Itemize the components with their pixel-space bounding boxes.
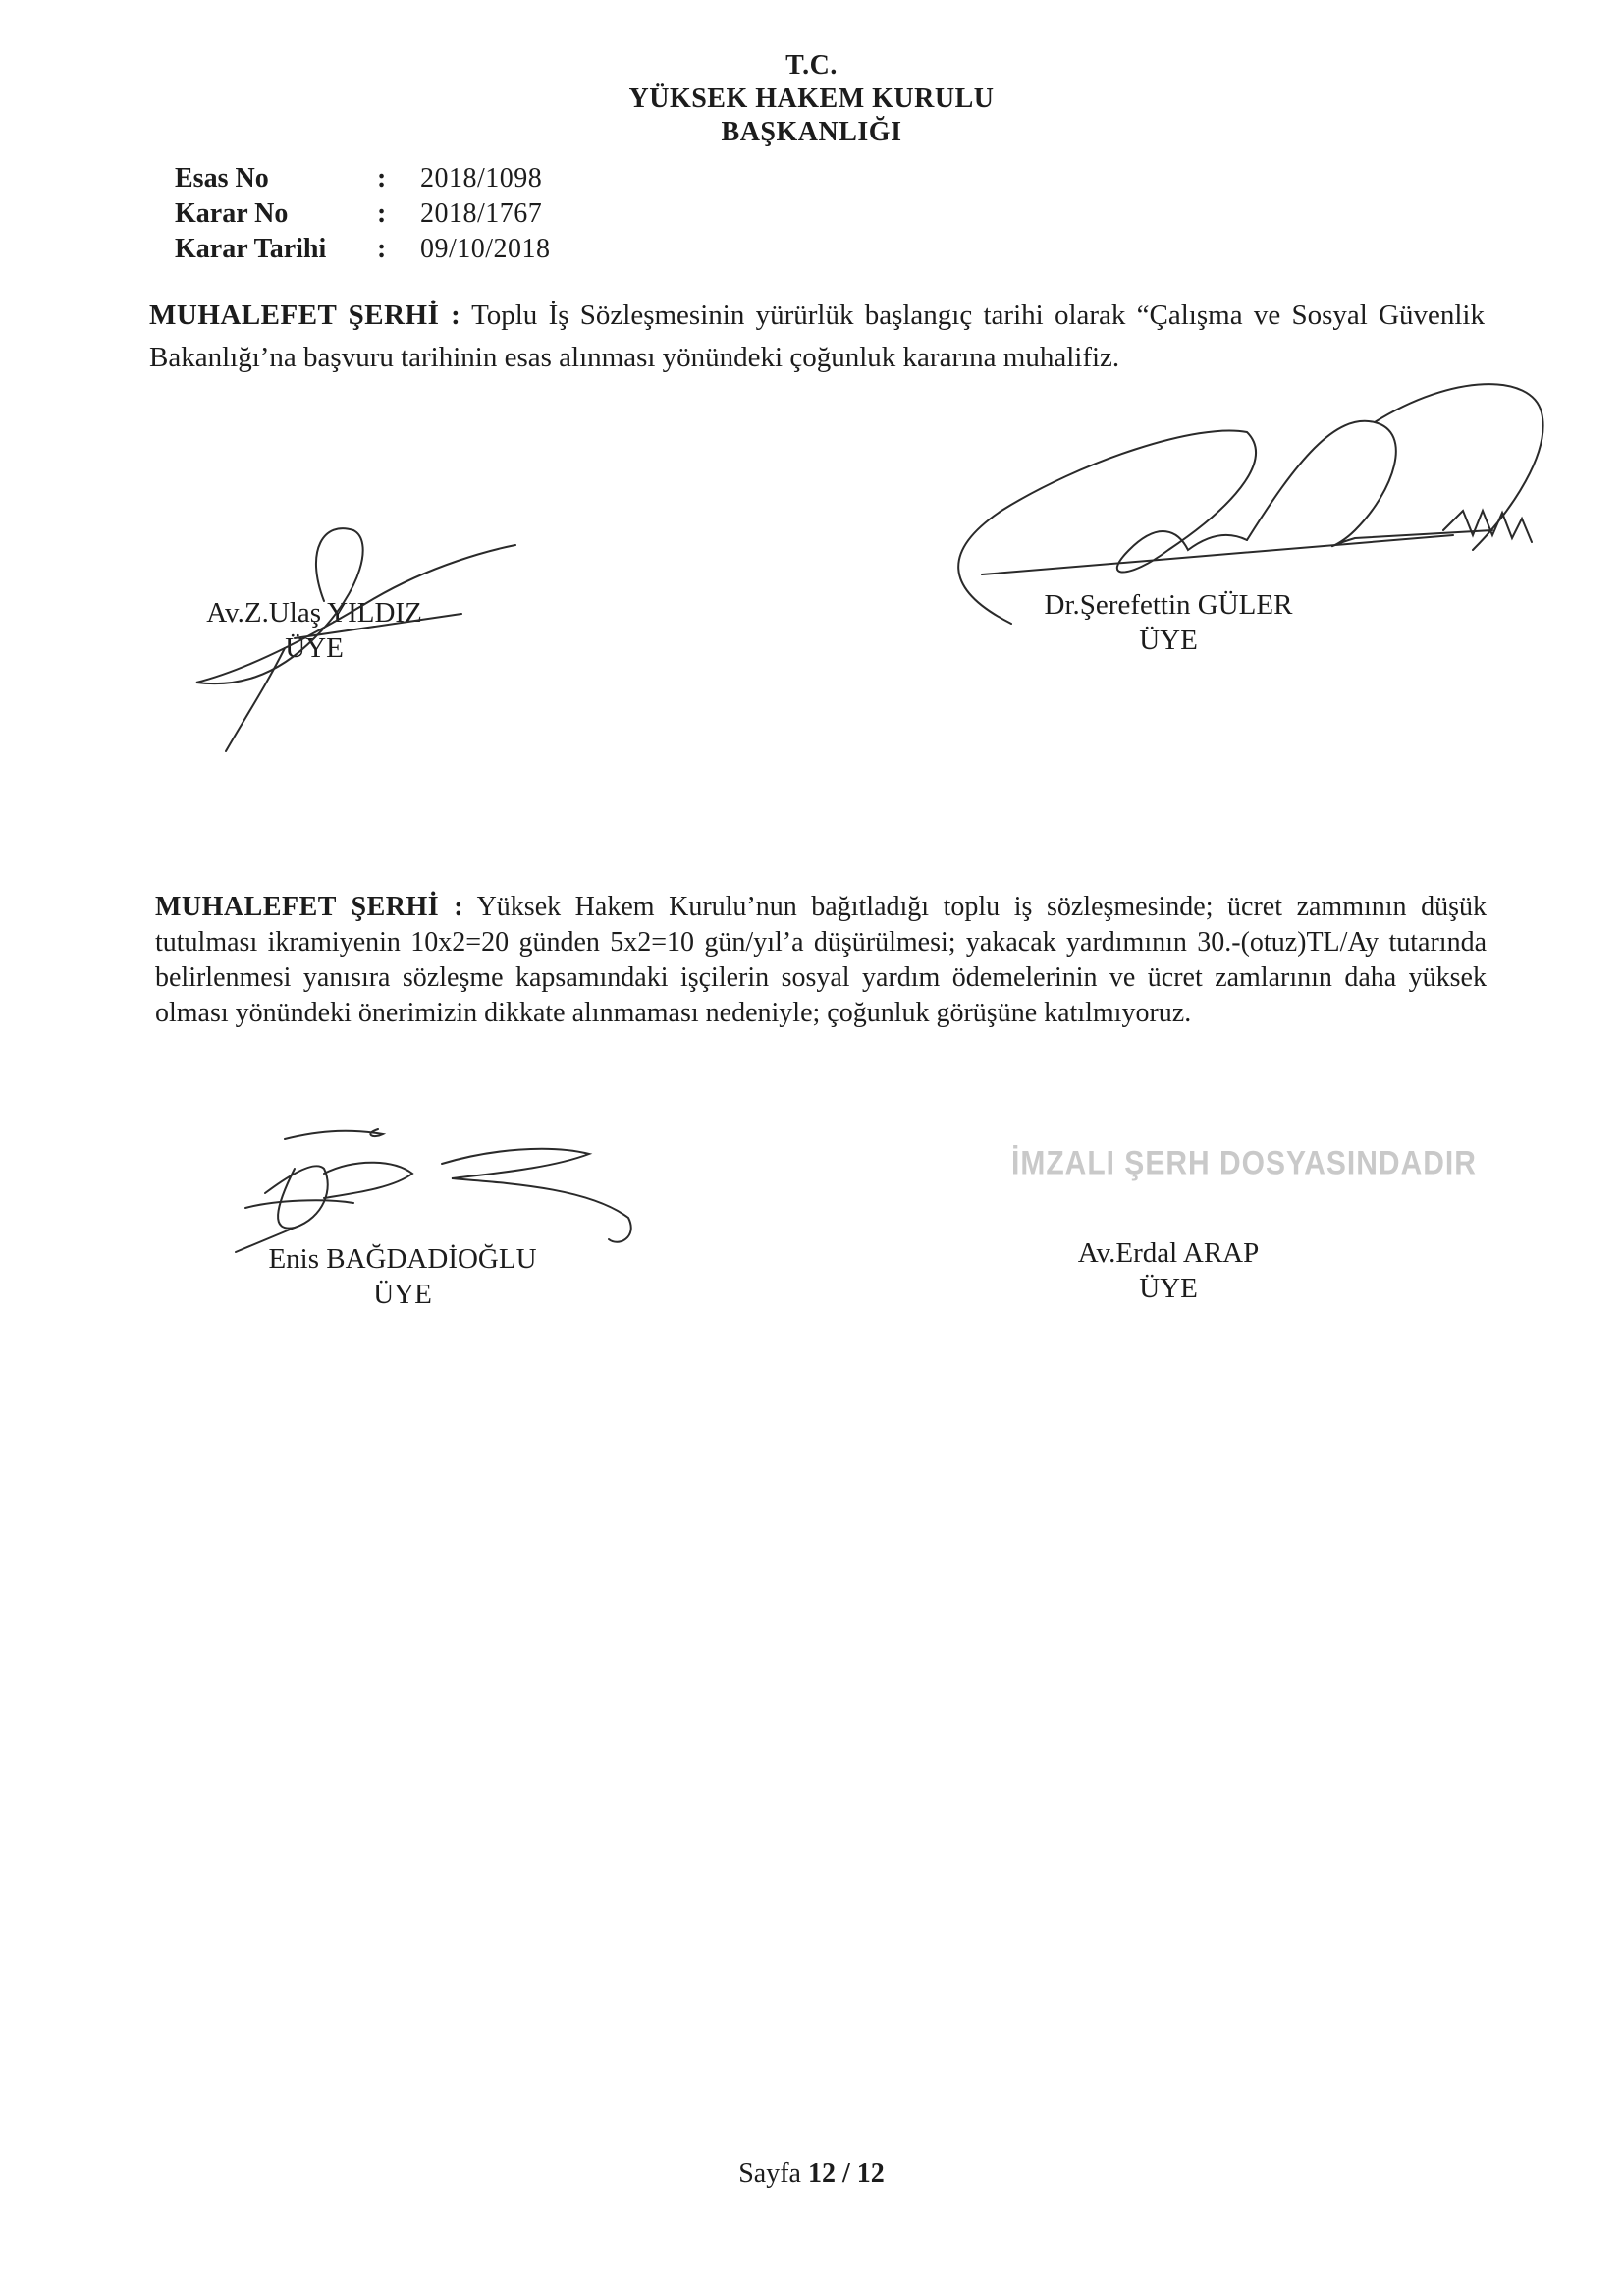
signatory-role: ÜYE <box>1139 625 1198 656</box>
case-row-esas <box>175 163 551 198</box>
dissent-paragraph-1 <box>149 295 1485 379</box>
current-page-number: 12 <box>807 2159 836 2189</box>
signature-enis-bagdadioglu <box>236 1129 631 1252</box>
signatory-name: Enis BAĞDADİOĞLU <box>268 1243 537 1275</box>
header-line-presidency: BAŞKANLIĞI <box>721 117 902 147</box>
signatory-role: ÜYE <box>285 632 344 664</box>
signed-dissent-stamp: İMZALI ŞERH DOSYASINDADIR <box>1011 1144 1477 1182</box>
case-colon: : <box>377 198 387 229</box>
case-row-karar <box>175 198 551 234</box>
dissent-title: MUHALEFET ŞERHİ : <box>149 300 461 331</box>
signatory-role: ÜYE <box>1139 1273 1198 1304</box>
case-label: Esas No <box>175 163 269 193</box>
document-header <box>0 49 1623 149</box>
case-value: 2018/1767 <box>420 198 543 229</box>
page-footer <box>0 2159 1623 2190</box>
signatory-role: ÜYE <box>373 1279 432 1310</box>
page-separator: / <box>841 2159 850 2189</box>
signature-block-ulas-yildiz <box>157 595 471 666</box>
dissent-paragraph-2 <box>155 890 1487 1031</box>
page-label: Sayfa <box>738 2159 801 2189</box>
signatory-name: Dr.Şerefettin GÜLER <box>1044 589 1293 621</box>
signature-block-erdal-arap <box>1001 1235 1335 1306</box>
case-row-karar-tarihi <box>175 234 551 269</box>
total-pages-number: 12 <box>856 2159 885 2189</box>
case-value: 2018/1098 <box>420 163 543 193</box>
case-label: Karar Tarihi <box>175 234 327 264</box>
header-line-tc: T.C. <box>785 50 838 81</box>
header-line-institution: YÜKSEK HAKEM KURULU <box>628 83 995 114</box>
dissent-title: MUHALEFET ŞERHİ : <box>155 892 464 922</box>
signature-block-enis-bagdadioglu <box>216 1241 589 1312</box>
signatory-name: Av.Erdal ARAP <box>1077 1237 1260 1269</box>
case-colon: : <box>377 163 387 193</box>
case-colon: : <box>377 234 387 264</box>
case-label: Karar No <box>175 198 289 229</box>
case-info-block <box>175 163 551 269</box>
case-value: 09/10/2018 <box>420 234 551 264</box>
dissent-text: Toplu İş Sözleşmesinin yürürlük başlangıç tarihi olarak “Çalışma ve Sosyal Güvenlik Bakanlığı’na başvuru tarihinin esas alınması yönündeki çoğunluk kararına muhalifiz. <box>149 300 1485 373</box>
dissent-text: Yüksek Hakem Kurulu’nun bağıtladığı toplu iş sözleşmesinde; ücret zammının düşük tutulması ikramiyenin 10x2=20 günden 5x2=10 gün/yıl’a düşürülmesi; yakacak yardımının 30.-(otuz)TL/Ay tutarında belirlenmesi yanısıra sözleşme kapsamındaki işçilerin sosyal yardım ödemelerinin ve ücret zamlarının daha yüksek olması yönündeki önerimizin dikkate alınmaması nedeniyle; çoğunluk görüşüne katılmıyoruz. <box>155 892 1487 1028</box>
signatory-name: Av.Z.Ulaş YILDIZ <box>206 597 422 629</box>
signature-block-serefettin-guler <box>1001 587 1335 658</box>
